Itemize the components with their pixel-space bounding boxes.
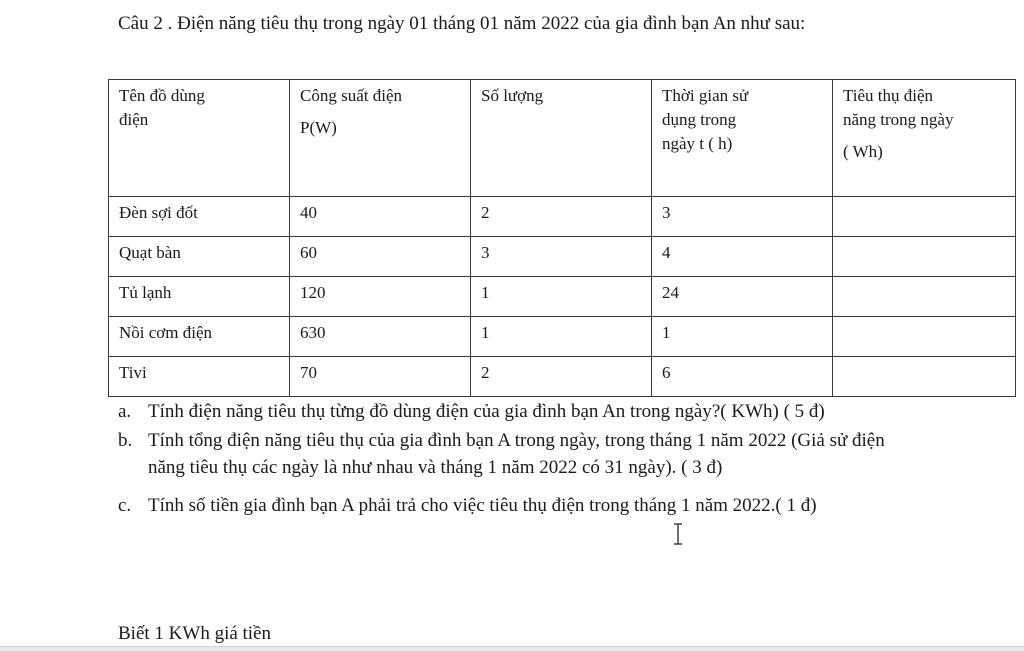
subquestion-marker: b.: [118, 430, 133, 451]
header-line: Tiêu thụ điện: [843, 86, 934, 105]
cell-power: 120: [290, 277, 471, 317]
subquestion-marker: c.: [118, 495, 132, 516]
subquestion-marker: a.: [118, 401, 132, 422]
table-row: [109, 197, 1016, 237]
cell-device-name: Tivi: [109, 357, 290, 397]
subquestion-text: Tính số tiền gia đình bạn A phải trả cho việc tiêu thụ điện trong tháng 1 năm 2022.( 1 đ): [148, 495, 817, 516]
cell-consumption: [833, 357, 1016, 397]
header-line: dụng trong: [662, 110, 737, 129]
header-line: điện: [119, 110, 149, 129]
header-line: ( Wh): [843, 142, 883, 161]
cell-hours: 24: [652, 277, 833, 317]
cell-consumption: [833, 237, 1016, 277]
cell-device-name: Quạt bàn: [109, 237, 290, 277]
table-row: [109, 357, 1016, 397]
subquestion-text: Tính điện năng tiêu thụ từng đồ dùng điện của gia đình bạn An trong ngày?( KWh) ( 5 đ): [148, 401, 825, 422]
cell-power: 60: [290, 237, 471, 277]
cell-hours: 6: [652, 357, 833, 397]
header-power: [290, 80, 471, 197]
price-note: Biết 1 KWh giá tiền: [118, 623, 272, 644]
cell-device-name: Đèn sợi đốt: [109, 197, 290, 237]
question-title: Câu 2 . Điện năng tiêu thụ trong ngày 01 tháng 01 năm 2022 của gia đình bạn An như sau:: [118, 13, 806, 34]
header-usage-time: [652, 80, 833, 197]
cell-hours: 4: [652, 237, 833, 277]
cell-quantity: 1: [471, 277, 652, 317]
subquestion-c: [118, 489, 908, 523]
cell-hours: 3: [652, 197, 833, 237]
header-line: P(W): [300, 118, 337, 137]
header-line: Số lượng: [481, 86, 544, 105]
subquestion-b: [118, 427, 908, 481]
cell-power: 630: [290, 317, 471, 357]
table-row: [109, 277, 1016, 317]
window-bottom-edge: [0, 646, 1024, 651]
cell-quantity: 2: [471, 197, 652, 237]
cell-device-name: Tủ lạnh: [109, 277, 290, 317]
cell-consumption: [833, 197, 1016, 237]
cell-quantity: 2: [471, 357, 652, 397]
header-line: năng trong ngày: [843, 110, 954, 129]
header-consumption: [833, 80, 1016, 197]
subquestion-list: [118, 398, 908, 525]
header-line: Thời gian sử: [662, 86, 749, 105]
text-cursor-icon: [672, 522, 684, 546]
cell-hours: 1: [652, 317, 833, 357]
consumption-table: [108, 79, 1016, 397]
table-row: [109, 317, 1016, 357]
header-quantity: [471, 80, 652, 197]
cell-power: 70: [290, 357, 471, 397]
header-line: Công suất điện: [300, 86, 402, 105]
table-header-row: [109, 80, 1016, 197]
cell-consumption: [833, 317, 1016, 357]
cell-quantity: 3: [471, 237, 652, 277]
header-line: ngày t ( h): [662, 134, 733, 153]
table-row: [109, 237, 1016, 277]
cell-power: 40: [290, 197, 471, 237]
header-line: Tên đồ dùng: [119, 86, 205, 105]
subquestion-a: [118, 398, 908, 425]
header-device-name: [109, 80, 290, 197]
cell-consumption: [833, 277, 1016, 317]
subquestion-text: Tính tổng điện năng tiêu thụ của gia đình bạn A trong ngày, trong tháng 1 năm 2022 (Giả sử điện năng tiêu thụ các ngày là như nhau và tháng 1 năm 2022 có 31 ngày). ( 3 đ): [148, 430, 885, 478]
cell-quantity: 1: [471, 317, 652, 357]
cell-device-name: Nồi cơm điện: [109, 317, 290, 357]
